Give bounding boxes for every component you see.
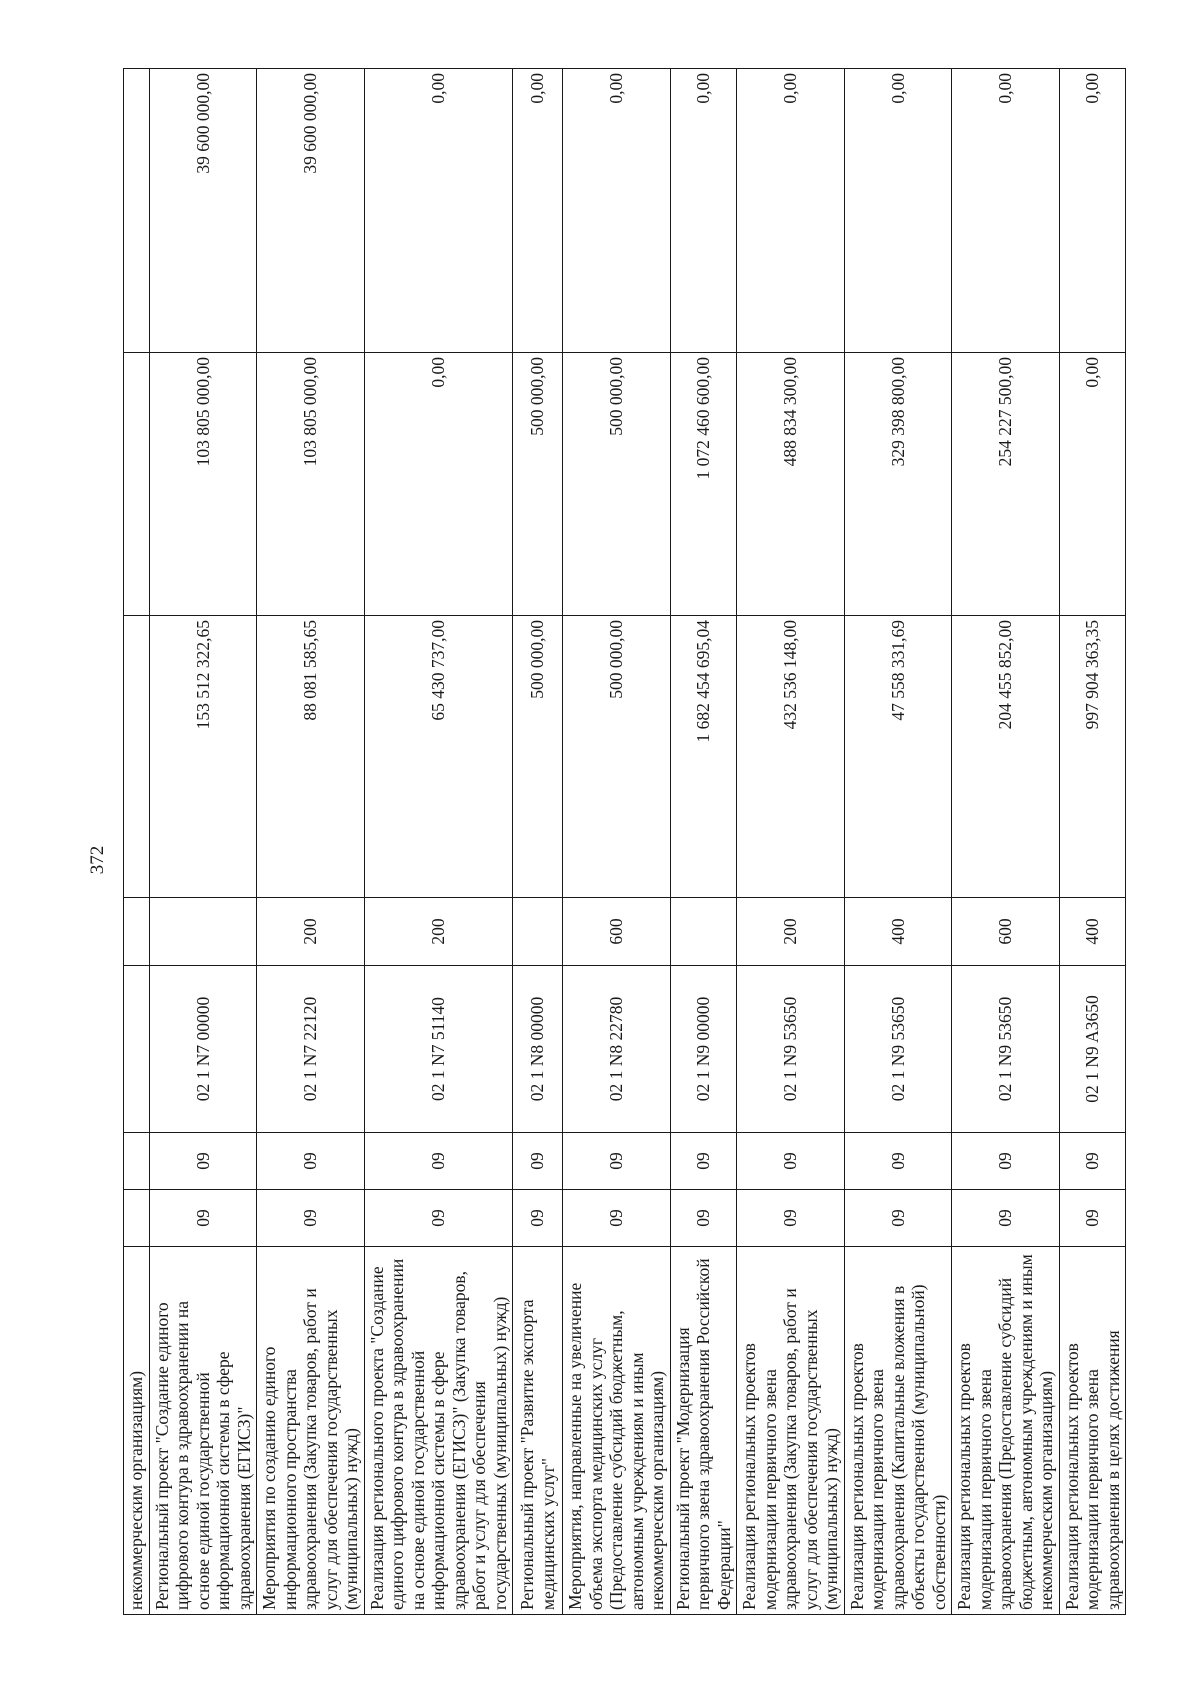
- row-name-cell: Мероприятия, направленные на увеличение объема экспорта медицинских услуг (Предоставление субсидий бюджетным, автономным учреждениям и иным некоммерческим организациям): [563, 1247, 671, 1615]
- amount-1-cell: 997 904 363,35: [1059, 616, 1126, 898]
- amount-2-cell: 254 227 500,00: [952, 353, 1060, 616]
- expense-type-cell: 400: [1059, 898, 1126, 966]
- amount-1-cell: 153 512 322,65: [149, 616, 257, 898]
- section-code-cell: 09: [149, 1190, 257, 1247]
- amount-1-cell: 47 558 331,69: [844, 616, 952, 898]
- subsection-code-cell: 09: [952, 1133, 1060, 1190]
- row-name-cell: Реализация региональных проектов модернизации первичного звена здравоохранения в целях достижения: [1059, 1247, 1126, 1615]
- amount-1-cell: 204 455 852,00: [952, 616, 1060, 898]
- table-row: [257, 69, 365, 1615]
- amount-1-cell: 500 000,00: [513, 616, 563, 898]
- row-name-cell: некоммерческим организациям): [124, 1247, 150, 1615]
- amount-2-cell: 0,00: [364, 353, 513, 616]
- amount-2-cell: 103 805 000,00: [149, 353, 257, 616]
- amount-1-cell: 65 430 737,00: [364, 616, 513, 898]
- section-code-cell: [124, 1190, 150, 1247]
- table-row: [737, 69, 845, 1615]
- budget-table: [123, 68, 1126, 1615]
- amount-3-cell: 0,00: [737, 69, 845, 353]
- subsection-code-cell: 09: [149, 1133, 257, 1190]
- row-name-cell: Региональный проект "Создание единого цифрового контура в здравоохранении на основе единой государственной информационной системы в сфере здравоохранения (ЕГИСЗ)": [149, 1247, 257, 1615]
- target-code-cell: 02 1 N8 22780: [563, 966, 671, 1133]
- row-name-cell: Реализация регионального проекта "Создание единого цифрового контура в здравоохранении на основе единой государственной информационной системы в сфере здравоохранения (ЕГИСЗ)" (Закупка товаров, работ и услуг для обеспечения государственных (муниципальных) нужд): [364, 1247, 513, 1615]
- target-code-cell: 02 1 N9 53650: [952, 966, 1060, 1133]
- rotated-page-content: [123, 69, 1123, 1615]
- subsection-code-cell: 09: [364, 1133, 513, 1190]
- amount-2-cell: 329 398 800,00: [844, 353, 952, 616]
- expense-type-cell: [149, 898, 257, 966]
- amount-3-cell: 39 600 000,00: [149, 69, 257, 353]
- subsection-code-cell: 09: [737, 1133, 845, 1190]
- amount-2-cell: 0,00: [1059, 353, 1126, 616]
- table-row: [1059, 69, 1126, 1615]
- expense-type-cell: [124, 898, 150, 966]
- amount-3-cell: 0,00: [513, 69, 563, 353]
- page-number: 372: [87, 845, 108, 875]
- expense-type-cell: [513, 898, 563, 966]
- section-code-cell: 09: [513, 1190, 563, 1247]
- row-name-cell: Реализация региональных проектов модернизации первичного звена здравоохранения (Предоставление субсидий бюджетным, автономным учреждениям и иным некоммерческим организациям): [952, 1247, 1060, 1615]
- subsection-code-cell: 09: [257, 1133, 365, 1190]
- expense-type-cell: 600: [563, 898, 671, 966]
- row-name-cell: Региональный проект "Развитие экспорта медицинских услуг": [513, 1247, 563, 1615]
- section-code-cell: 09: [364, 1190, 513, 1247]
- target-code-cell: 02 1 N7 51140: [364, 966, 513, 1133]
- expense-type-cell: 200: [364, 898, 513, 966]
- section-code-cell: 09: [737, 1190, 845, 1247]
- table-row: [124, 69, 150, 1615]
- amount-2-cell: [124, 353, 150, 616]
- table-row: [364, 69, 513, 1615]
- subsection-code-cell: 09: [1059, 1133, 1126, 1190]
- amount-3-cell: 0,00: [1059, 69, 1126, 353]
- amount-3-cell: 0,00: [844, 69, 952, 353]
- row-name-cell: Мероприятия по созданию единого информационного пространства здравоохранения (Закупка товаров, работ и услуг для обеспечения государственных (муниципальных) нужд): [257, 1247, 365, 1615]
- target-code-cell: [124, 966, 150, 1133]
- amount-3-cell: 39 600 000,00: [257, 69, 365, 353]
- amount-2-cell: 103 805 000,00: [257, 353, 365, 616]
- section-code-cell: 09: [563, 1190, 671, 1247]
- table-row: [563, 69, 671, 1615]
- row-name-cell: Региональный проект "Модернизация первичного звена здравоохранения Российской Федерации": [670, 1247, 737, 1615]
- subsection-code-cell: 09: [563, 1133, 671, 1190]
- table-row: [844, 69, 952, 1615]
- target-code-cell: 02 1 N7 00000: [149, 966, 257, 1133]
- expense-type-cell: 200: [257, 898, 365, 966]
- subsection-code-cell: [124, 1133, 150, 1190]
- amount-1-cell: 500 000,00: [563, 616, 671, 898]
- target-code-cell: 02 1 N9 53650: [844, 966, 952, 1133]
- section-code-cell: 09: [844, 1190, 952, 1247]
- table-row: [149, 69, 257, 1615]
- section-code-cell: 09: [1059, 1190, 1126, 1247]
- amount-1-cell: [124, 616, 150, 898]
- section-code-cell: 09: [952, 1190, 1060, 1247]
- subsection-code-cell: 09: [670, 1133, 737, 1190]
- amount-3-cell: 0,00: [364, 69, 513, 353]
- table-row: [952, 69, 1060, 1615]
- table-row: [513, 69, 563, 1615]
- expense-type-cell: 600: [952, 898, 1060, 966]
- amount-2-cell: 1 072 460 600,00: [670, 353, 737, 616]
- target-code-cell: 02 1 N9 00000: [670, 966, 737, 1133]
- subsection-code-cell: 09: [844, 1133, 952, 1190]
- row-name-cell: Реализация региональных проектов модернизации первичного звена здравоохранения (Закупка товаров, работ и услуг для обеспечения государственных (муниципальных) нужд): [737, 1247, 845, 1615]
- target-code-cell: 02 1 N9 53650: [737, 966, 845, 1133]
- amount-3-cell: [124, 69, 150, 353]
- expense-type-cell: [670, 898, 737, 966]
- amount-1-cell: 1 682 454 695,04: [670, 616, 737, 898]
- amount-2-cell: 500 000,00: [563, 353, 671, 616]
- expense-type-cell: 400: [844, 898, 952, 966]
- expense-type-cell: 200: [737, 898, 845, 966]
- target-code-cell: 02 1 N7 22120: [257, 966, 365, 1133]
- amount-2-cell: 488 834 300,00: [737, 353, 845, 616]
- target-code-cell: 02 1 N9 A3650: [1059, 966, 1126, 1133]
- amount-1-cell: 88 081 585,65: [257, 616, 365, 898]
- amount-1-cell: 432 536 148,00: [737, 616, 845, 898]
- subsection-code-cell: 09: [513, 1133, 563, 1190]
- amount-3-cell: 0,00: [952, 69, 1060, 353]
- amount-3-cell: 0,00: [670, 69, 737, 353]
- budget-table-body: [124, 69, 1126, 1615]
- row-name-cell: Реализация региональных проектов модернизации первичного звена здравоохранения (Капитальные вложения в объекты государственной (муниципальной) собственности): [844, 1247, 952, 1615]
- section-code-cell: 09: [257, 1190, 365, 1247]
- amount-2-cell: 500 000,00: [513, 353, 563, 616]
- amount-3-cell: 0,00: [563, 69, 671, 353]
- table-row: [670, 69, 737, 1615]
- section-code-cell: 09: [670, 1190, 737, 1247]
- target-code-cell: 02 1 N8 00000: [513, 966, 563, 1133]
